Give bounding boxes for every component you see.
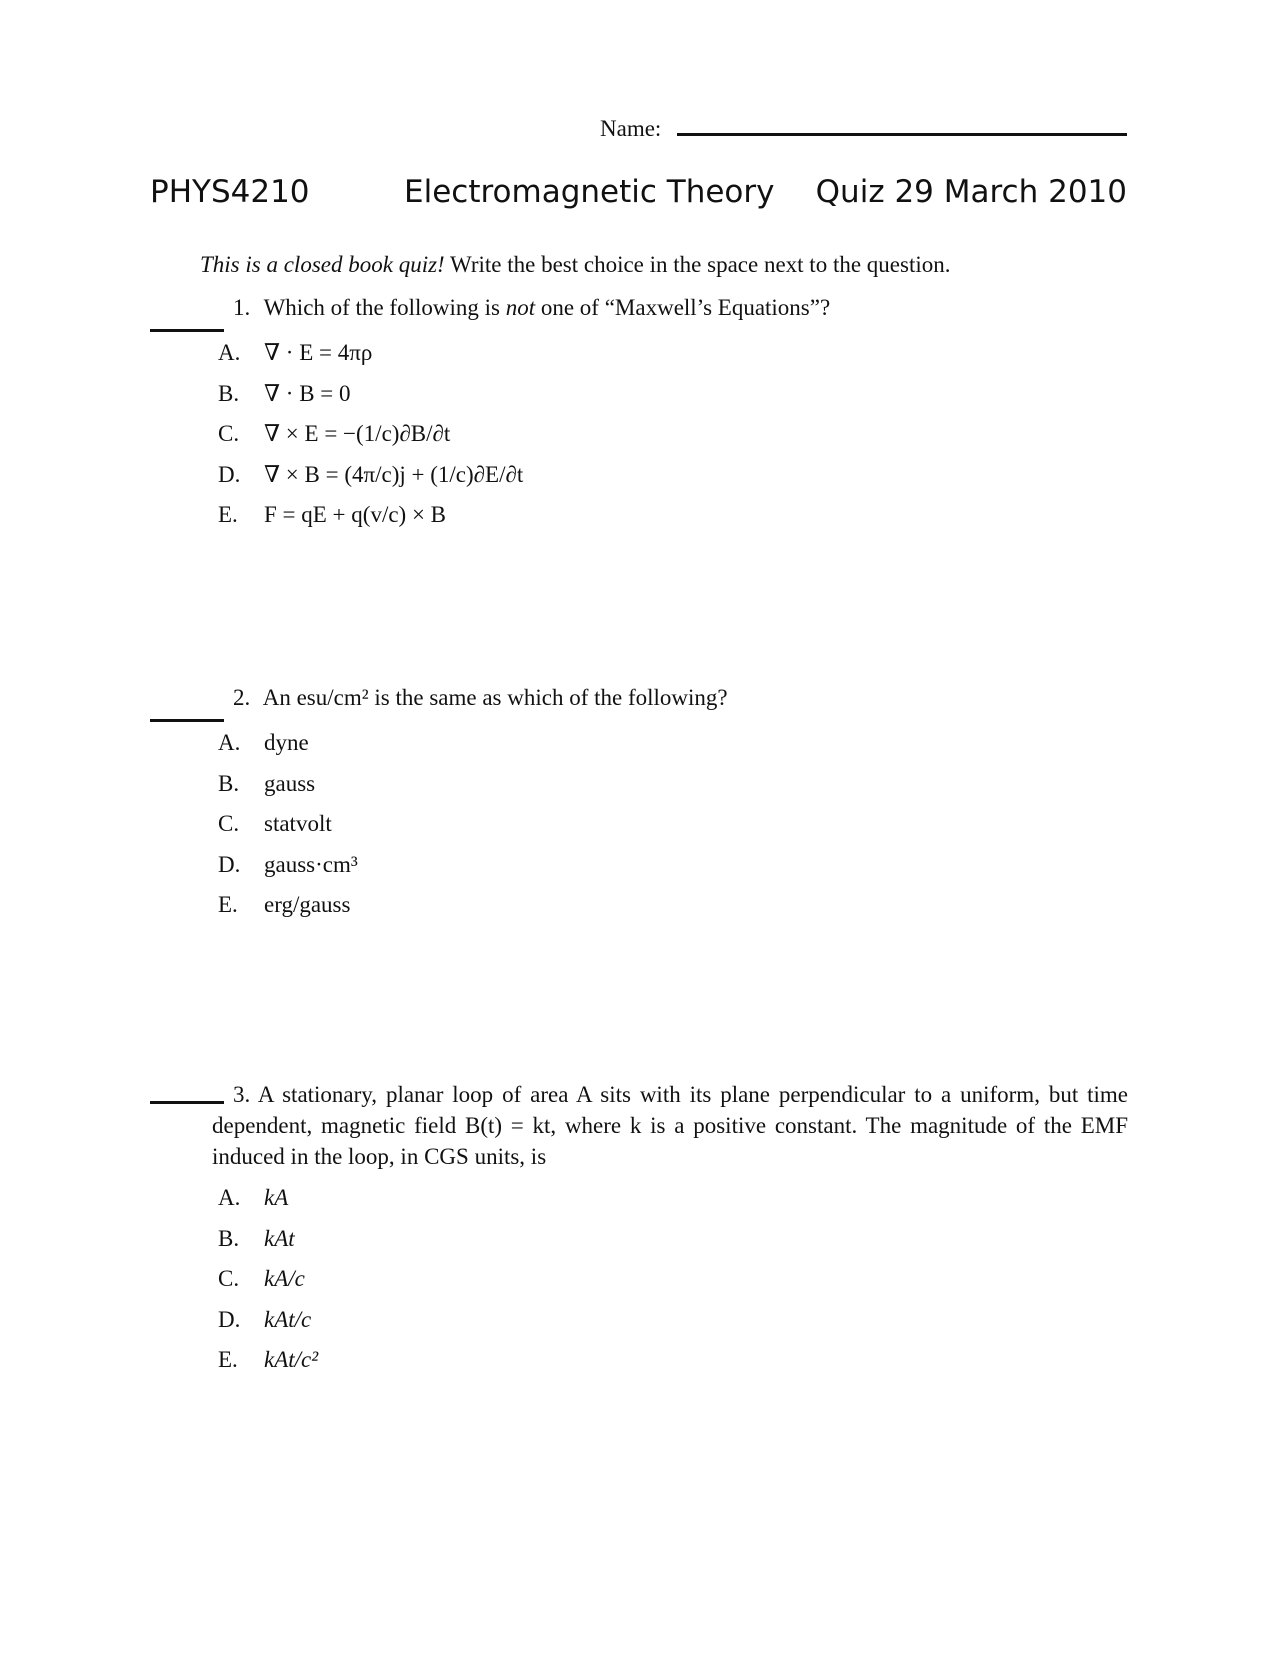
instructions: [200, 252, 1130, 278]
option-a: [218, 338, 523, 379]
name-field-row: [600, 116, 1130, 146]
option-letter: D.: [218, 461, 241, 487]
question-number: 3.: [233, 1082, 251, 1107]
quiz-header: [150, 174, 1127, 218]
option-text: ∇ × E = −(1/c)∂B/∂t: [264, 421, 451, 446]
option-b: [218, 769, 358, 810]
option-text: gauss·cm³: [264, 851, 358, 877]
quiz-date: Quiz 29 March 2010: [815, 174, 1127, 210]
option-text: kA: [264, 1185, 289, 1210]
option-text: ∇ × B = (4π/c)j + (1/c)∂E/∂t: [264, 461, 524, 487]
option-text: dyne: [264, 730, 309, 755]
option-a: [218, 1183, 318, 1224]
instructions-italic: This is a closed book quiz!: [200, 252, 445, 277]
question-2-stem: [233, 683, 1128, 713]
question-2-options: [218, 728, 358, 931]
option-text: statvolt: [264, 811, 332, 836]
option-letter: C.: [218, 421, 240, 446]
question-number: 2.: [233, 685, 251, 710]
question-3-stem: [212, 1079, 1128, 1172]
question-1: [150, 293, 1128, 553]
option-letter: A.: [218, 340, 241, 365]
name-blank-line[interactable]: [677, 133, 1127, 136]
answer-blank-2[interactable]: [150, 719, 224, 722]
option-letter: E.: [218, 892, 238, 917]
question-2: [150, 683, 1128, 943]
question-text: A stationary, planar loop of area A sits with its plane perpendicular to a uniform, but time dependent, magnetic field B(t) = kt, where k is a positive constant. The magnitude of the EMF induced in the loop, in CGS units, is: [212, 1082, 1128, 1169]
option-text: F = qE + q(v/c) × B: [264, 502, 447, 527]
question-3-options: [218, 1183, 318, 1386]
option-a: [218, 728, 358, 769]
option-letter: E.: [218, 502, 238, 527]
option-letter: D.: [218, 851, 241, 877]
answer-blank-1[interactable]: [150, 329, 224, 332]
option-letter: B.: [218, 770, 240, 796]
option-d: [218, 460, 523, 501]
option-letter: A.: [218, 730, 241, 755]
question-text: Which of the following is: [263, 295, 506, 320]
course-code: PHYS4210: [150, 174, 310, 210]
option-letter: A.: [218, 1185, 241, 1210]
option-letter: C.: [218, 811, 240, 836]
option-b: [218, 379, 523, 420]
option-text: ∇ · B = 0: [264, 380, 351, 406]
option-letter: D.: [218, 1306, 241, 1332]
name-label: Name:: [600, 116, 662, 141]
option-c: [218, 809, 358, 850]
option-e: [218, 500, 523, 541]
question-1-stem: [233, 293, 1128, 323]
option-letter: C.: [218, 1266, 240, 1291]
course-title: Electromagnetic Theory: [404, 174, 775, 210]
question-number: 1.: [233, 295, 251, 320]
option-text: gauss: [264, 770, 316, 796]
option-letter: E.: [218, 1347, 238, 1372]
option-text: kAt/c: [264, 1306, 312, 1332]
option-letter: B.: [218, 1225, 240, 1251]
option-e: [218, 890, 358, 931]
question-3: [150, 1065, 1128, 1395]
option-letter: B.: [218, 380, 240, 406]
question-text: one of “Maxwell’s Equations”?: [535, 295, 831, 320]
question-text: An esu/cm² is the same as which of the following?: [262, 685, 728, 710]
instructions-text: Write the best choice in the space next to the question.: [444, 252, 951, 277]
option-d: [218, 850, 358, 891]
option-e: [218, 1345, 318, 1386]
option-text: kA/c: [264, 1266, 305, 1291]
option-text: erg/gauss: [264, 892, 351, 917]
option-text: kAt: [264, 1225, 295, 1251]
option-text: ∇ · E = 4πρ: [264, 340, 373, 365]
option-d: [218, 1305, 318, 1346]
option-text: kAt/c²: [264, 1347, 319, 1372]
option-c: [218, 1264, 318, 1305]
question-text-italic: not: [505, 295, 536, 320]
option-c: [218, 419, 523, 460]
question-1-options: [218, 338, 523, 541]
option-b: [218, 1224, 318, 1265]
